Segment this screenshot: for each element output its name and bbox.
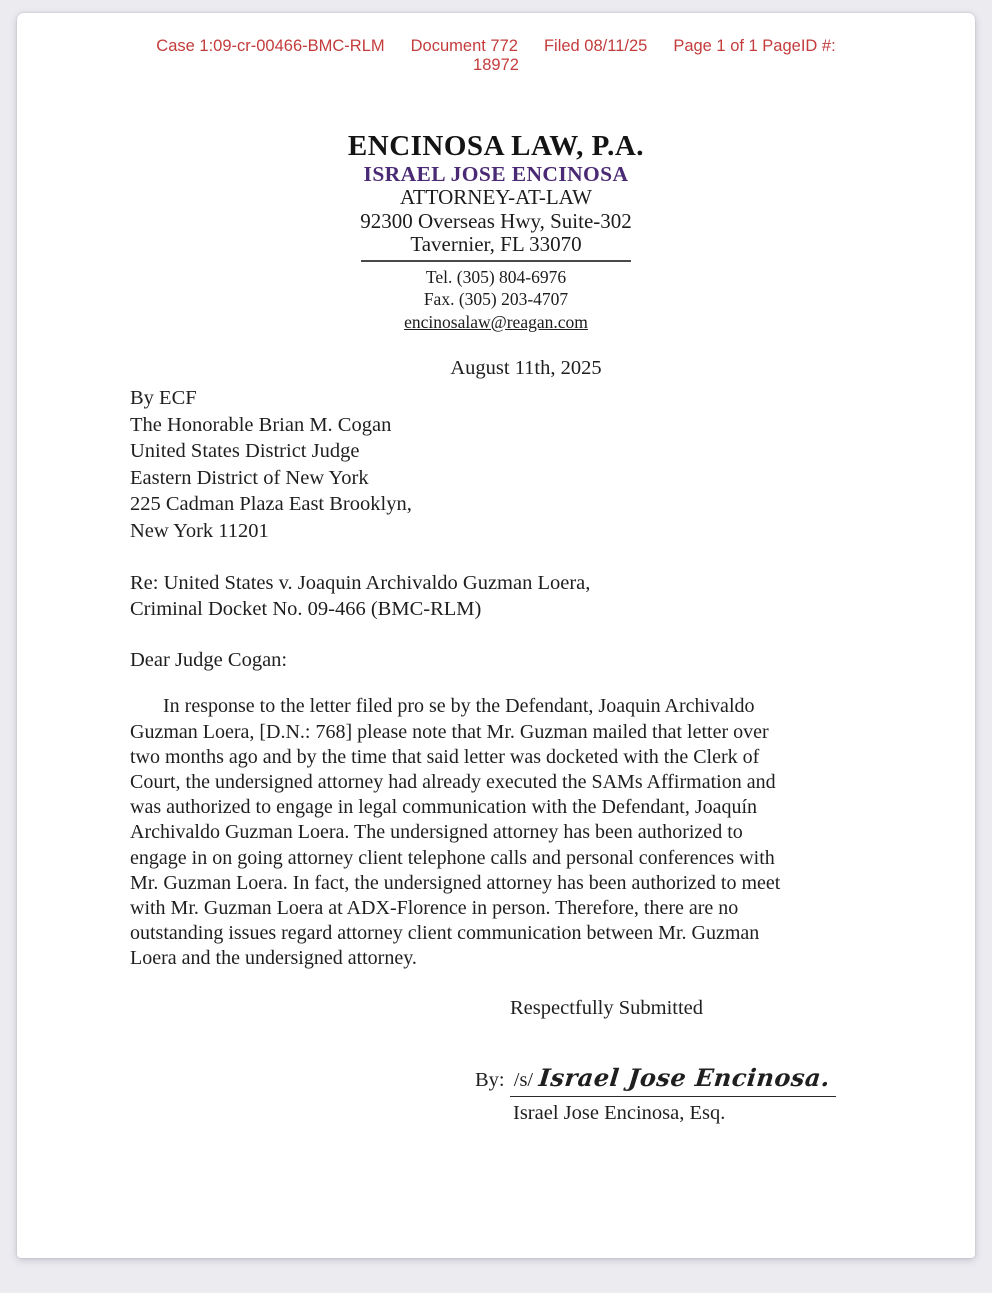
recipient-line: United States District Judge: [130, 440, 360, 463]
signature-line: [510, 1063, 836, 1097]
document-page: [17, 13, 975, 1258]
letterhead-divider: [361, 260, 631, 262]
body-line: two months ago and by the time that said letter was docketed with the Clerk of: [130, 745, 760, 768]
letterhead-phone: Tel. (305) 804-6976: [425, 266, 567, 287]
body-line: Mr. Guzman Loera. In fact, the undersigned attorney has been authorized to meet: [130, 871, 781, 894]
body-line: with Mr. Guzman Loera at ADX-Florence in person. Therefore, there are no: [130, 896, 739, 919]
signature-s-mark: /s/: [513, 1068, 534, 1091]
stamp-filed-date: Filed 08/11/25: [543, 37, 648, 55]
body-line: engage in on going attorney client telephone calls and personal conferences with: [130, 846, 775, 869]
letterhead-email: encinosalaw@reagan.com: [404, 311, 588, 332]
closing: Respectfully Submitted: [510, 996, 704, 1019]
recipient-line: New York 11201: [130, 519, 269, 542]
attorney-title: ATTORNEY-AT-LAW: [400, 185, 592, 209]
ecf-stamp-line1: [17, 37, 975, 56]
body-line: In response to the letter filed pro se by the Defendant, Joaquin Archivaldo: [163, 695, 755, 718]
re-line: Re: United States v. Joaquin Archivaldo Guzman Loera,: [130, 571, 591, 594]
signature-block: [475, 1063, 935, 1097]
body-line: Guzman Loera, [D.N.: 768] please note that Mr. Guzman mailed that letter over: [130, 720, 769, 743]
recipient-line: Eastern District of New York: [130, 466, 369, 489]
stamp-page-label: Page 1 of 1 PageID #:: [673, 37, 836, 55]
body-line: outstanding issues regard attorney client communication between Mr. Guzman: [130, 922, 760, 945]
attorney-name: ISRAEL JOSE ENCINOSA: [363, 162, 629, 186]
body-line: was authorized to engage in legal communication with the Defendant, Joaquín: [130, 796, 758, 819]
letterhead-fax: Fax. (305) 203-4707: [423, 289, 569, 309]
letterhead-address-line1: 92300 Overseas Hwy, Suite-302: [360, 208, 632, 233]
salutation: Dear Judge Cogan:: [130, 648, 288, 671]
body-line: Loera and the undersigned attorney.: [130, 947, 417, 970]
re-line: Criminal Docket No. 09-466 (BMC-RLM): [130, 598, 482, 621]
ecf-header-stamp: [17, 13, 975, 75]
recipient-line: By ECF: [130, 387, 197, 409]
signature-printed-name: Israel Jose Encinosa, Esq.: [513, 1101, 726, 1124]
recipient-line: The Honorable Brian M. Cogan: [130, 413, 392, 436]
stamp-document-number: Document 772: [410, 37, 518, 55]
letter-body: [17, 357, 975, 1125]
firm-name: ENCINOSA LAW, P.A.: [347, 130, 645, 162]
signature-script-name: Israel Jose Encinosa.: [537, 1062, 832, 1092]
body-line: Court, the undersigned attorney had already executed the SAMs Affirmation and: [130, 770, 776, 793]
signature-by-label: By:: [475, 1068, 505, 1091]
body-line: Archivaldo Guzman Loera. The undersigned attorney has been authorized to: [130, 821, 743, 844]
letterhead-address-line2: Tavernier, FL 33070: [410, 232, 582, 256]
stamp-case-number: Case 1:09-cr-00466-BMC-RLM: [156, 37, 385, 55]
body-paragraph: [130, 694, 935, 971]
letter-date: August 11th, 2025: [450, 357, 602, 379]
letterhead: [17, 131, 975, 333]
recipient-block: [130, 385, 935, 545]
stamp-page-id: 18972: [473, 56, 519, 74]
recipient-line: 225 Cadman Plaza East Brooklyn,: [130, 493, 412, 516]
re-block: [130, 570, 935, 623]
